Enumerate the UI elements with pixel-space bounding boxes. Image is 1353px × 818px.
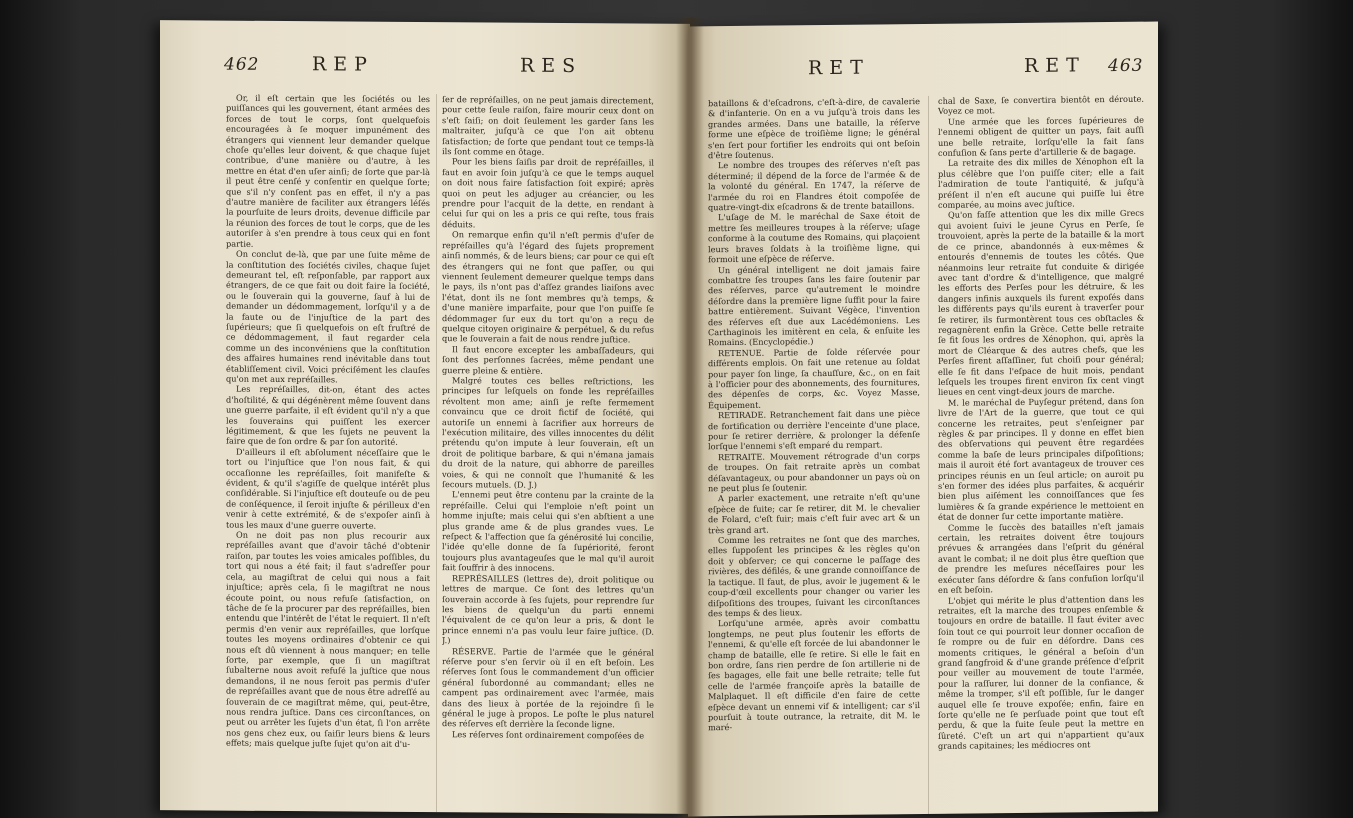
right-page xyxy=(688,22,1158,817)
paragraph: RETENUE. Partie de ſolde réſervée pour différents emplois. On fait une retenue au ſoldat pour payer ſon linge, ſa chauſſure, &c., on en fait à l'officier pour des abonnements, des fournitures, des dépenſes de corps, &c. Voyez Masse, Équipement. xyxy=(708,345,920,411)
headword-rep: REP xyxy=(312,53,374,76)
column-rule-right xyxy=(928,96,929,816)
paragraph: Qu'on faſſe attention que les dix mille Grecs qui avoient ſuivi le jeune Cyrus en Perſe, ſe trouvoient, après la perte de la bataille & la mort de ce prince, abandonnés à eux-mêmes & entourés d'ennemis de toutes les côtés. Que néanmoins leur retraite fut conduite & dirigée avec tant d'ordre & d'intelligence, que malgré les efforts des Perſes pour les détruire, & les dangers infinis auxquels ils furent expoſés dans les différents pays qu'ils eurent à traverſer pour ſe retirer, ils furmontèrent tous ces obſtacles & regagnèrent enfin la Grèce. Cette belle retraite ſe fit ſous les ordres de Xénophon, qui, après la mort de Cléarque & des autres chefs, que les Perſes firent aſſaſſiner, fut choiſi pour général; elle ſe fit dans l'eſpace de huit mois, pendant leſquels les troupes firent environ ſix cent vingt lieues en cent vingt-deux jours de marche. xyxy=(938,208,1144,398)
paragraph: D'ailleurs il eſt abſolument néceſſaire que le tort ou l'injuſtice que l'on nous fait, & qui occaſionne les repréſailles, ſoit manifeſte & évident, & qu'il s'agiſſe de quelque intérêt plus conſidérable. Si l'injuſtice eſt douteuſe ou de peu de conſéquence, il ſeroit injuſte & périlleux d'en venir à cette extrémité, & de s'expoſer ainſi à tous les maux d'une guerre ouverte. xyxy=(226,446,430,531)
paragraph: L'ennemi peut être contenu par la crainte de la repréſaille. Celui qui l'emploie n'eſt point un homme injuſte; mais celui qui s'en abſtient a une plus grande ame & de plus grandes vues. Le reſpect & l'affection que ſa générosité lui concilie, l'idée qu'elle donne de ſa ſupériorité, feront toujours plus avantageuſes que le mal qu'il auroit fait ſouffrir à des innocens. xyxy=(442,489,654,574)
paragraph: Les réſerves ſont ordinairement compoſées de xyxy=(452,728,645,741)
paragraph: Il faut encore excepter les ambaſſadeurs, qui ſont des perſonnes ſacrées, même pendant une guerre pleine & entière. xyxy=(442,343,654,376)
paragraph: REPRÉSAILLES (lettres de), droit politique ou lettres de marque. Ce ſont des lettres qu'un ſouverain accorde à ſes ſujets, pour reprendre ſur les biens de quelqu'un du parti ennemi l'équivalent de ce qu'on leur a pris, & dont le prince ennemi n'a pas voulu leur faire juſtice. (D. J.) xyxy=(442,572,654,646)
text-column-2 xyxy=(442,94,654,814)
paragraph: bataillons & d'eſcadrons, c'eſt-à-dire, de cavalerie & d'infanterie. On en a vu juſqu'à trois dans les grandes armées. Dans une bataille, la réſerve forme une eſpèce de troiſième ligne; le général s'en ſert pour fortifier les endroits qui ont beſoin d'être ſoutenus. xyxy=(708,96,920,161)
text-column-1 xyxy=(226,93,430,814)
paragraph: Le nombre des troupes des réſerves n'eſt pas déterminé; il dépend de la force de l'armée & de la volonté du général. En 1747, la réſerve de l'armée du roi en Flandres étoit compoſée de quatre-vingt-dix eſcadrons & de trente bataillons. xyxy=(708,158,920,213)
page-number-right: 463 xyxy=(1108,55,1144,77)
paragraph: Comme les retraites ne ſont que des marches, elles ſuppoſent les principes & les règles qu'on doit y obſerver; ce qui concerne le paſſage des rivières, des défilés, & une grande connoiſſance de la tactique. Il faut, de plus, avoir le jugement & le coup-d'œil excellents pour changer ou varier les diſpoſitions des troupes, ſuivant les circonſtances des temps & des lieux. xyxy=(708,533,920,619)
book-gutter xyxy=(676,18,704,818)
paragraph: Lorſqu'une armée, après avoir combattu longtemps, ne peut plus ſoutenir les efforts de l'ennemi, & qu'elle eſt forcée de lui abandonner le champ de bataille, elle ſe retire. Si elle le fait en bon ordre, ſans rien perdre de ſon artillerie ni de ſes bagages, elle fait une belle retraite; telle fut celle de l'armée françoiſe après la bataille de Malplaquet. Il eſt difficile d'en faire de cette eſpèce devant un ennemi vif & intelligent; car s'il pourſuit à toute outrance, la retraite, dit M. le maré- xyxy=(708,616,920,733)
paragraph: Or, il eſt certain que les ſociétés ou les puiſſances qui les gouvernent, étant armées des forces de tout le corps, ſont quelquefois encouragées à ſe moquer impunément des étrangers qui viennent leur demander quelque choſe qu'elles leur doivent, & que chaque ſujet contribue, d'une manière ou d'autre, à les mettre en état d'en uſer ainſi; de ſorte que par-là il peut être cenſé y conſentir en quelque ſorte; que s'il n'y conſent pas en effet, il n'y a pas d'autre manière de faciliter aux étrangers léſés la pourſuite de leurs droits, devenue difficile par la réunion des forces de tout le corps, que de les autoriſer à s'en prendre à tous ceux qui en font partie. xyxy=(226,92,430,249)
paragraph: A parler exactement, une retraite n'eſt qu'une eſpèce de fuite; car ſe retirer, dit M. le chevalier de Folard, c'eſt fuir; mais c'eſt fuir avec art & un très grand art. xyxy=(708,491,920,535)
page-number-left: 462 xyxy=(224,54,260,75)
paragraph: Une armée que les forces ſupérieures de l'ennemi obligent de quitter un pays, fait auſſi une belle retraite, lorſqu'elle la fait ſans confuſion & ſans perte d'artillerie & de bagage. xyxy=(938,114,1144,158)
paragraph: Malgré toutes ces belles reſtrictions, les principes ſur leſquels on fonde les repréſailles révoltent mon ame; ainſi je reſte fermement convaincu que ce droit fictif de ſociété, qui autoriſe un ennemi à ſacrifier aux horreurs de l'exécution militaire, des villes innocentes du délit prétendu qu'on impute à leur ſouverain, eſt un droit de politique barbare, & qui n'émana jamais du droit de la nature, qui abhorre de pareilles voies, & qui ne connoît que l'humanité & les ſecours mutuels. (D. J.) xyxy=(442,375,654,490)
paragraph: Un général intelligent ne doit jamais faire combattre ſes troupes ſans les faire ſoutenir par des réſerves, parce qu'autrement le moindre déſordre dans la première ligne ſuffit pour la faire battre entièrement. Suivant Végèce, l'invention des réſerves eſt due aux Lacédémoniens. Les Carthaginois les imitèrent en cela, & enſuite les Romains. (Encyclopédie.) xyxy=(708,262,920,348)
headword-ret-right: RET xyxy=(1024,54,1086,77)
text-column-3 xyxy=(708,96,920,816)
paragraph: chal de Saxe, ſe convertira bientôt en déroute. Voyez ce mot. xyxy=(938,93,1144,117)
paragraph: La retraite des dix milles de Xénophon eſt la plus célèbre que l'on puiſſe citer; elle a fait l'admiration de toute l'antiquité, & juſqu'à préſent il n'en eſt aucune qui puiſſe lui être comparée, au moins avec juſtice. xyxy=(938,156,1144,210)
left-page xyxy=(160,20,690,814)
paragraph: RETRAITE. Mouvement rétrograde d'un corps de troupes. On fait retraite après un combat déſavantageux, ou pour abandonner un pays où on ne peut plus ſe ſoutenir. xyxy=(708,449,920,494)
left-running-head xyxy=(160,50,690,98)
right-running-head xyxy=(688,52,1158,101)
text-column-4 xyxy=(938,94,1144,817)
paragraph: Comme le ſuccès des batailles n'eſt jamais certain, les retraites doivent être toujours prévues & arrangées dans l'eſprit du général avant le combat; il ne doit plus être queſtion que de prendre les meſures néceſſaires pour les exécuter ſans déſordre & ſans confuſion lorſqu'il en eſt beſoin. xyxy=(938,520,1144,595)
paragraph: M. le maréchal de Puyſegur prétend, dans ſon livre de l'Art de la guerre, que tout ce qui concerne les retraites, peut s'enſeigner par règles & par principes. Il y donne en effet bien des obſervations qui peuvent être regardées comme la baſe de leurs principales diſpoſitions; mais il auroit été fort avantageux de trouver ces principes réunis en un ſeul article; on auroit pu s'en former des idées plus parfaites, & acquérir bien plus aiſément les connoiſſances que ſes lumières & ſa grande expérience le mettoient en état de donner ſur cette importante matière. xyxy=(938,395,1144,523)
paragraph: Les repréſailles, dit-on, étant des actes d'hoſtilité, & qui dégénèrent même ſouvent dans une guerre parfaite, il eſt évident qu'il n'y a que les ſouverains qui puiſſent les exercer légitimement, & que les ſujets ne peuvent la faire que de ſon ordre & par ſon autorité. xyxy=(226,384,430,448)
paragraph: RETIRADE. Retranchement fait dans une pièce de fortification ou derrière l'enceinte d'une place, pour ſe retirer derrière, & prolonger la défenſe lorſque l'ennemi s'eſt emparé du rempart. xyxy=(708,408,920,452)
headword-res: RES xyxy=(520,54,583,78)
headword-ret-left: RET xyxy=(808,56,870,80)
paragraph: On remarque enfin qu'il n'eſt permis d'uſer de repréſailles qu'à l'égard des ſujets proprement ainſi nommés, & de leurs biens; car pour ce qui eſt des étrangers qui ne font que paſſer, ou qui viennent ſeulement demeurer quelque temps dans le pays, ils n'ont pas d'aſſez grandes liaiſons avec l'état, dont ils ne ſont membres qu'à temps, & d'une manière imparfaite, pour que l'on puiſſe ſe dédommager ſur eux du tort qu'on a reçu de quelque citoyen originaire & perpétuel, & du refus que le ſouverain a fait de nous rendre juſtice. xyxy=(442,229,654,345)
paragraph: On ne doit pas non plus recourir aux repréſailles avant que d'avoir tâché d'obtenir raiſon, par toutes les voies amicales poſſibles, du tort qui nous a été fait; il faut s'adreſſer pour cela, au magiſtrat de celui qui nous a fait injuſtice; après cela, ſi le magiſtrat ne nous écoute point, ou nous refuſe ſatisfaction, on tâche de ſe la procurer par des repréſailles, bien entendu que l'intérêt de l'état le requiert. Il n'eſt permis d'en venir aux repréſailles, que lorſque toutes les moyens ordinaires d'obtenir ce qui nous eſt dû viennent à nous manquer; en telle ſorte, par exemple, que ſi un magiſtrat ſubalterne nous avoit refuſé la juſtice que nous demandons, il ne nous ſeroit pas permis d'uſer de repréſailles avant que de nous être adreſſé au ſouverain de ce magiſtrat même, qui, peut-être, nous rendra juſtice. Dans ces circonſtances, on peut ou arrêter les ſujets d'un état, ſi l'on arrête nos gens chez eux, ou ſaiſir leurs biens & leurs effets; mais quelque juſte ſujet qu'on ait d'u- xyxy=(226,529,430,750)
paragraph: L'uſage de M. le maréchal de Saxe étoit de mettre ſes meilleures troupes à la réſerve; uſage conforme à la coutume des Romains, qui plaçoient leurs braves ſoldats à la troiſième ligne, qui formoit une eſpèce de réſerve. xyxy=(708,210,920,265)
paragraph: Pour les biens ſaiſis par droit de repréſailles, il faut en avoir ſoin juſqu'à ce que le temps auquel on doit nous faire ſatisfaction ſoit expiré; après quoi on peut les adjuger au créancier, ou les prendre pour l'acquit de la dette, en rendant à celui ſur qui on les a pris ce qui reſte, tous frais déduits. xyxy=(442,156,654,230)
paragraph: RÉSERVE. Partie de l'armée que le général réſerve pour s'en ſervir où il en eſt beſoin. Les réſerves ſont ſous le commandement d'un officier général ſubordonné au commandant; elles ne campent pas ordinairement avec l'armée, mais dans des lieux à portée de la rejoindre ſi le général le juge à propos. Le poſte le plus naturel des réſerves eſt derrière la ſeconde ligne. xyxy=(442,645,654,730)
column-rule-left xyxy=(436,94,437,814)
paragraph: ſer de repréſailles, on ne peut jamais directement, pour cette ſeule raiſon, faire mourir ceux dont on s'eſt ſaiſi; on doit ſeulement les garder ſans les maltraiter, juſqu'à ce que l'on ait obtenu ſatisfaction; de ſorte que pendant tout ce temps-là ils ſont comme en ôtage. xyxy=(442,94,654,157)
paragraph: On conclut de-là, que par une ſuite même de la conſtitution des ſociétés civiles, chaque ſujet demeurant tel, eſt reſponſable, par rapport aux étrangers, de ce que fait ou doit faire la ſociété, ou le ſouverain qui la gouverne, ſauf à lui de demander un dédommagement, lorſqu'il y a de la faute ou de l'injuſtice de la part des ſupérieurs; que ſi quelquefois on eſt fruſtré de ce dédommagement, il faut regarder cela comme un des inconvéniens que la conſtitution des affaires humaines rend inévitable dans tout établiſſement civil. Voici préciſément les clauſes qu'on met aux repréſailles. xyxy=(226,248,430,385)
paragraph: L'objet qui mérite le plus d'attention dans les retraites, eſt la marche des troupes enſemble & toujours en ordre de bataille. Il faut éviter avec ſoin tout ce qui pourroit leur donner occaſion de ſe rompre ou de fuir en déſordre. Dans ces moments critiques, le général a beſoin d'un grand ſangfroid & d'une grande préſence d'eſprit pour veiller au mouvement de toute l'armée, pour la raſſurer, lui donner de la confiance, & même la tromper, s'il eſt poſſible, ſur le danger auquel elle ſe trouve expoſée; enfin, faire en ſorte qu'elle ne ſe perſuade point que tout eſt perdu, & que la fuite ſeule peut la mettre en ſûreté. C'eſt un art qui n'appartient qu'aux grands capitaines; les médiocres ont xyxy=(938,593,1144,752)
